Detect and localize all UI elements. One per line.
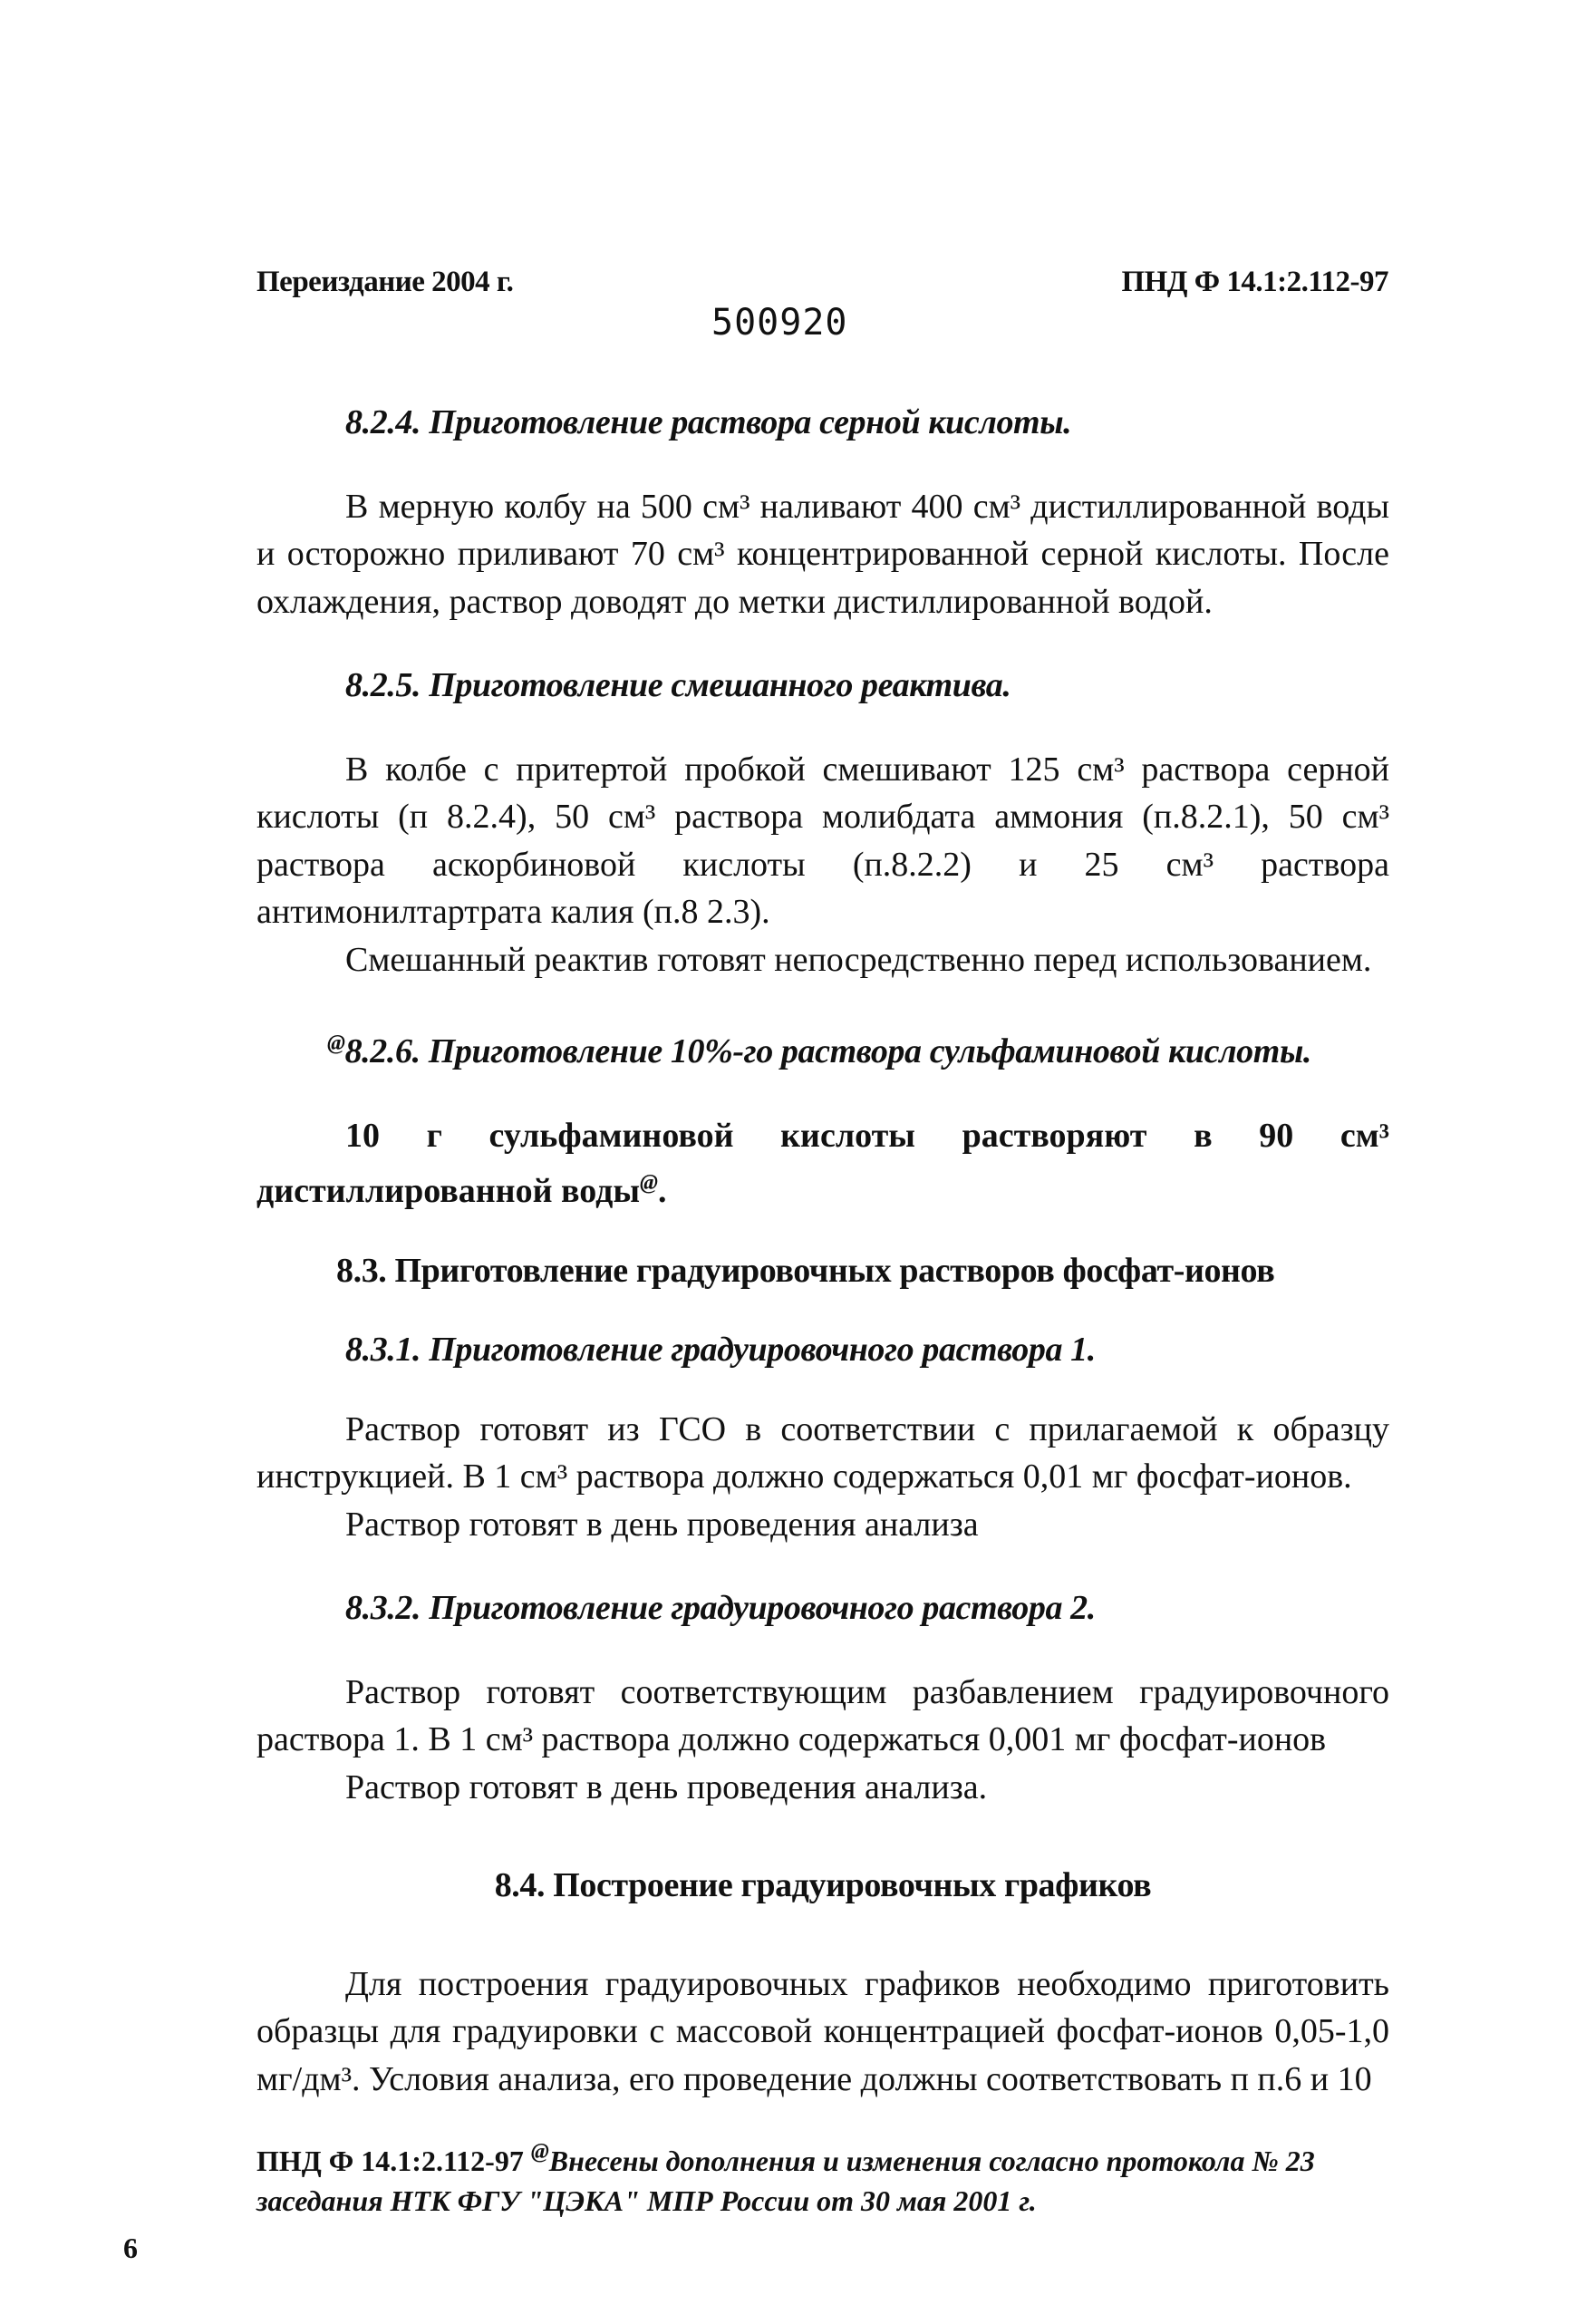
section-8-3-1-title: 8.3.1. Приготовление градуировочного раствора 1.	[345, 1331, 1096, 1369]
footnote	[256, 2132, 1407, 2221]
registration-stamp: 500920	[711, 302, 848, 344]
section-8-3-1-note: Раствор готовят в день проведения анализа	[345, 1505, 979, 1544]
section-8-4-title: 8.4. Построение градуировочных графиков	[494, 1866, 1152, 1904]
section-8-2-6-period: .	[658, 1172, 667, 1210]
section-8-3-2-text: Раствор готовят соответствующим разбавлением градуировочного раствора 1. В 1 см³ раствора должно содержаться 0,001 мг фосфат-ионов	[256, 1672, 1389, 1758]
section-8-3-2-title: 8.3.2. Приготовление градуировочного раствора 2.	[345, 1589, 1096, 1627]
section-8-2-4-text: В мерную колбу на 500 см³ наливают 400 см³ дистиллированной воды и осторожно приливают 70 см³ концентрированной серной кислоты. После охлаждения, раствор доводят до метки дистиллированной водой.	[256, 487, 1389, 621]
footnote-code: ПНД Ф 14.1:2.112-97	[256, 2145, 524, 2177]
footnote-mark-icon: @	[530, 2140, 549, 2164]
section-8-2-4-title: 8.2.4. Приготовление раствора серной кислоты.	[345, 403, 1072, 441]
section-8-4-text: Для построения градуировочных графиков необходимо приготовить образцы для градуировки с массовой концентрацией фосфат-ионов 0,05-1,0 мг/дм³. Условия анализа, его проведение должны соответствовать п п.6 и 10	[256, 1964, 1389, 2098]
section-8-2-5-note: Смешанный реактив готовят непосредственно перед использованием.	[345, 940, 1372, 979]
section-8-2-6-heading	[256, 1020, 1389, 1076]
amendment-end-mark-icon: @	[640, 1171, 658, 1195]
section-8-2-6-paragraph	[256, 1112, 1389, 1215]
document-body	[256, 399, 1389, 2103]
section-8-2-5-text: В колбе с притертой пробкой смешивают 125 см³ раствора серной кислоты (п 8.2.4), 50 см³ раствора молибдата аммония (п.8.2.1), 50 см³ раствора аскорбиновой кислоты (п.8.2.2) и 25 см³ раствора антимонилтартрата калия (п.8 2.3).	[256, 750, 1389, 931]
section-8-3-2-note: Раствор готовят в день проведения анализа.	[345, 1767, 988, 1806]
amendment-mark-icon: @	[327, 1031, 345, 1055]
section-8-2-6-text: 10 г сульфаминовой кислоты растворяют в 90 см³ дистиллированной воды	[256, 1116, 1389, 1210]
page-number: 6	[123, 2232, 138, 2264]
section-8-3-1-text: Раствор готовят из ГСО в соответствии с прилагаемой к образцу инструкцией. В 1 см³ раствора должно содержаться 0,01 мг фосфат-ионов.	[256, 1409, 1389, 1496]
section-8-2-6-title: 8.2.6. Приготовление 10%-го раствора сульфаминовой кислоты.	[344, 1032, 1312, 1070]
section-8-2-5-title: 8.2.5. Приготовление смешанного реактива.	[345, 666, 1011, 704]
document-code: ПНД Ф 14.1:2.112-97	[1121, 266, 1388, 298]
footnote-text: Внесены дополнения и изменения согласно протокола № 23 заседания НТК ФГУ "ЦЭКА" МПР России от 30 мая 2001 г.	[256, 2145, 1315, 2217]
section-8-3-title: 8.3. Приготовление градуировочных растворов фосфат-ионов	[336, 1251, 1275, 1290]
reissue-note: Переиздание 2004 г.	[256, 266, 514, 298]
